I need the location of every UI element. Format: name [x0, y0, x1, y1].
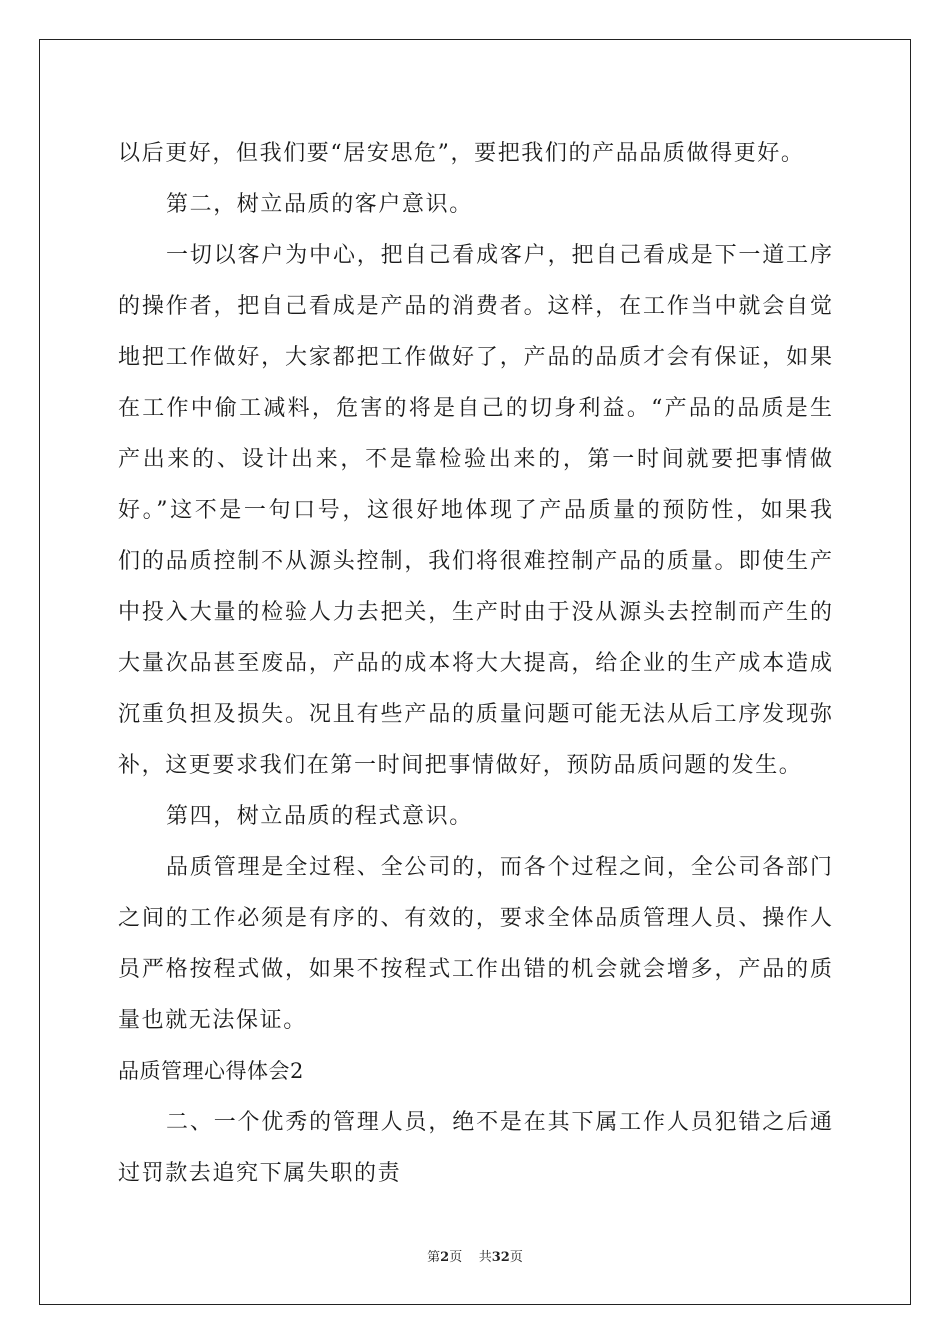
text-line: 过罚款去追究下属失职的责 — [118, 1161, 402, 1186]
text-line: 产出来的、设计出来，不是靠检验出来的，第一时间就要把事情做 — [118, 447, 832, 472]
page-total: 32 — [491, 1250, 510, 1265]
section-heading: 第二，树立品质的客户意识。 — [166, 192, 473, 217]
footer-mid: 页 共 — [449, 1250, 492, 1265]
footer-prefix: 第 — [427, 1250, 441, 1265]
text-line: 们的品质控制不从源头控制，我们将很难控制产品的质量。即使生产 — [118, 549, 832, 574]
text-line: 之间的工作必须是有序的、有效的，要求全体品质管理人员、操作人 — [118, 906, 832, 931]
text-line: 二、一个优秀的管理人员，绝不是在其下属工作人员犯错之后通 — [166, 1110, 832, 1135]
text-line: 品质管理是全过程、全公司的，而各个过程之间，全公司各部门 — [166, 855, 832, 880]
page-footer — [0, 1246, 950, 1265]
section-heading: 第四，树立品质的程式意识。 — [166, 804, 473, 829]
text-line: 量也就无法保证。 — [118, 1008, 307, 1033]
text-line: 好。”这不是一句口号，这很好地体现了产品质量的预防性，如果我 — [118, 498, 832, 523]
text-line: 补，这更要求我们在第一时间把事情做好，预防品质问题的发生。 — [118, 753, 803, 778]
text-line: 地把工作做好，大家都把工作做好了，产品的品质才会有保证，如果 — [118, 345, 832, 370]
text-line: 中投入大量的检验人力去把关，生产时由于没从源头去控制而产生的 — [118, 600, 832, 625]
document-body — [118, 128, 832, 1199]
text-line: 沉重负担及损失。况且有些产品的质量问题可能无法从后工序发现弥 — [118, 702, 832, 727]
text-line: 在工作中偷工减料，危害的将是自己的切身利益。“产品的品质是生 — [118, 396, 832, 421]
text-line: 一切以客户为中心，把自己看成客户，把自己看成是下一道工序 — [166, 243, 832, 268]
document-subtitle: 品质管理心得体会2 — [118, 1059, 304, 1083]
footer-suffix: 页 — [509, 1250, 523, 1265]
text-line: 以后更好，但我们要“居安思危”，要把我们的产品品质做得更好。 — [118, 141, 805, 166]
text-line: 的操作者，把自己看成是产品的消费者。这样，在工作当中就会自觉 — [118, 294, 832, 319]
text-line: 员严格按程式做，如果不按程式工作出错的机会就会增多，产品的质 — [118, 957, 832, 982]
page-number: 2 — [440, 1250, 450, 1265]
text-line: 大量次品甚至废品，产品的成本将大大提高，给企业的生产成本造成 — [118, 651, 832, 676]
